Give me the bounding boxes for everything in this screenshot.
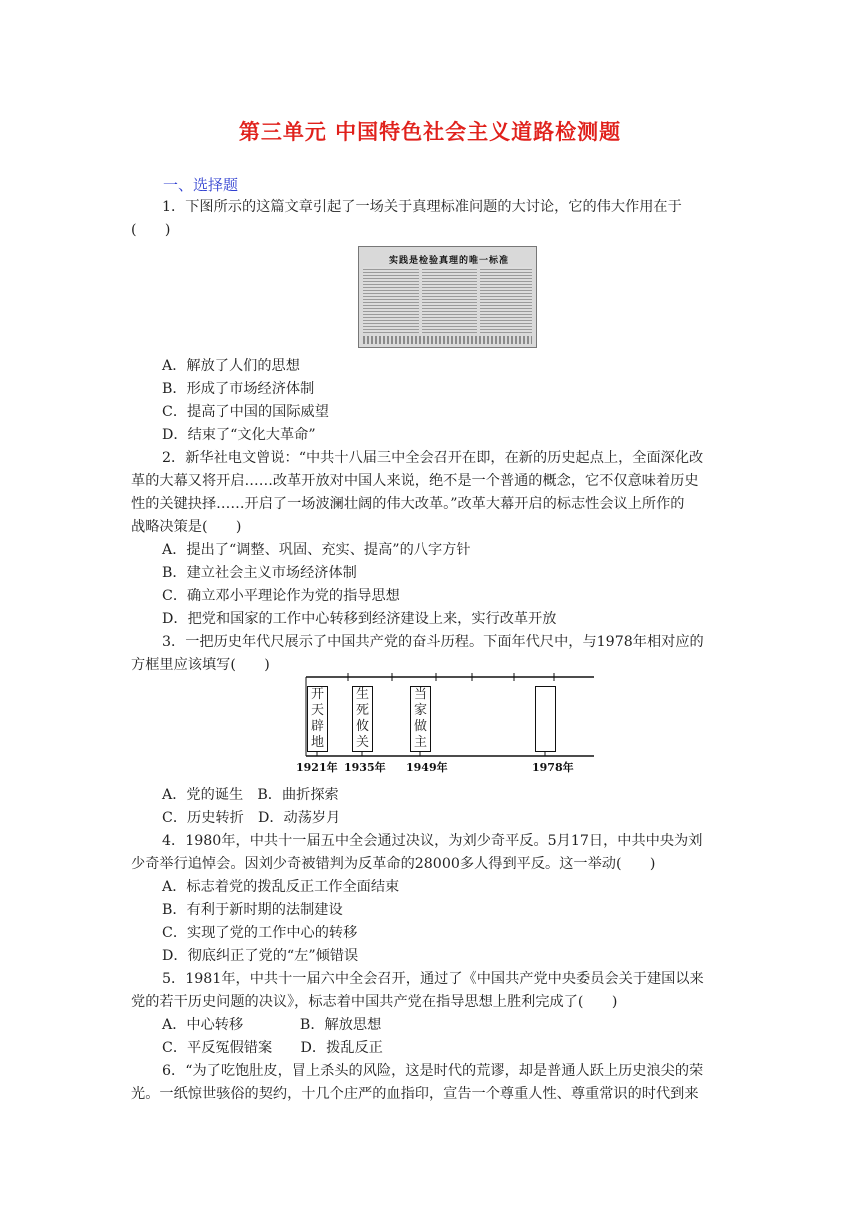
timeline-box-1921: 开天辟地 [307, 686, 328, 752]
question-1-option-b: B．形成了市场经济体制 [162, 381, 315, 397]
timeline-year-1935: 1935年 [344, 761, 386, 774]
question-2-option-b: B．建立社会主义市场经济体制 [162, 565, 357, 581]
question-2-line-2: 革的大幕又将开启……改革开放对中国人来说，绝不是一个普通的概念，它不仅意味着历史 [131, 473, 699, 489]
section-heading: 一、选择题 [163, 176, 239, 194]
question-4-option-b: B．有利于新时期的法制建设 [162, 902, 343, 918]
newspaper-headline: 实践是检验真理的唯一标准 [389, 256, 510, 266]
history-timeline [296, 670, 596, 780]
question-2-option-a: A．提出了“调整、巩固、充实、提高”的八字方针 [162, 542, 471, 558]
timeline-box-1949: 当家做主 [410, 686, 431, 752]
timeline-box-1935: 生死攸关 [352, 686, 373, 752]
question-1-line-1: 1．下图所示的这篇文章引起了一场关于真理标准问题的大讨论，它的伟大作用在于 [162, 199, 682, 215]
question-2-line-4: 战略决策是( ) [131, 519, 242, 535]
question-4-line-2: 少奇举行追悼会。因刘少奇被错判为反革命的28000多人得到平反。这一举动( ) [131, 856, 656, 872]
question-2-option-c: C．确立邓小平理论作为党的指导思想 [162, 588, 400, 604]
question-5-line-1: 5．1981年，中共十一届六中全会召开，通过了《中国共产党中央委员会关于建国以来 [162, 971, 704, 987]
question-5-line-2: 党的若干历史问题的决议》，标志着中国共产党在指导思想上胜利完成了( ) [131, 994, 618, 1010]
question-2-line-3: 性的关键抉择……开启了一场波澜壮阔的伟大改革。”改革大幕开启的标志性会议上所作的 [131, 496, 685, 512]
question-6-line-1: 6．“为了吃饱肚皮，冒上杀头的风险，这是时代的荒谬，却是普通人跃上历史浪尖的荣 [162, 1063, 704, 1079]
question-3-options-ab: A．党的诞生 B．曲折探索 [162, 787, 339, 803]
question-1-option-c: C．提高了中国的国际威望 [162, 404, 329, 420]
question-1-option-d: D．结束了“文化大革命” [162, 427, 316, 443]
question-3-options-cd: C．历史转折 D．动荡岁月 [162, 810, 341, 826]
page-title: 第三单元 中国特色社会主义道路检测题 [238, 120, 622, 144]
timeline-year-1978: 1978年 [532, 761, 574, 774]
question-3-line-2: 方框里应该填写( ) [131, 657, 270, 673]
question-4-option-d: D．彻底纠正了党的“左”倾错误 [162, 948, 359, 964]
timeline-year-1949: 1949年 [406, 761, 448, 774]
question-3-line-1: 3．一把历史年代尺展示了中国共产党的奋斗历程。下面年代尺中，与1978年相对应的 [162, 634, 704, 650]
timeline-box-1978-blank [535, 686, 556, 752]
question-1-option-a: A．解放了人们的思想 [162, 358, 300, 374]
question-2-option-d: D．把党和国家的工作中心转移到经济建设上来，实行改革开放 [162, 611, 557, 627]
question-5-options-ab: A．中心转移 B．解放思想 [162, 1017, 382, 1033]
timeline-year-1921: 1921年 [296, 761, 338, 774]
question-4-option-c: C．实现了党的工作中心的转移 [162, 925, 358, 941]
question-1-line-2: ( ) [131, 222, 171, 238]
question-5-options-cd: C．平反冤假错案 D．拨乱反正 [162, 1040, 383, 1056]
question-2-line-1: 2．新华社电文曾说：“中共十八届三中全会召开在即，在新的历史起点上，全面深化改 [162, 450, 704, 466]
question-4-line-1: 4．1980年，中共十一届五中全会通过决议，为刘少奇平反。5月17日，中共中央为刘 [162, 833, 703, 849]
question-4-option-a: A．标志着党的拨乱反正工作全面结束 [162, 879, 400, 895]
newspaper-article-image [358, 246, 537, 348]
question-6-line-2: 光。一纸惊世骇俗的契约，十几个庄严的血指印，宣告一个尊重人性、尊重常识的时代到来 [131, 1086, 699, 1102]
